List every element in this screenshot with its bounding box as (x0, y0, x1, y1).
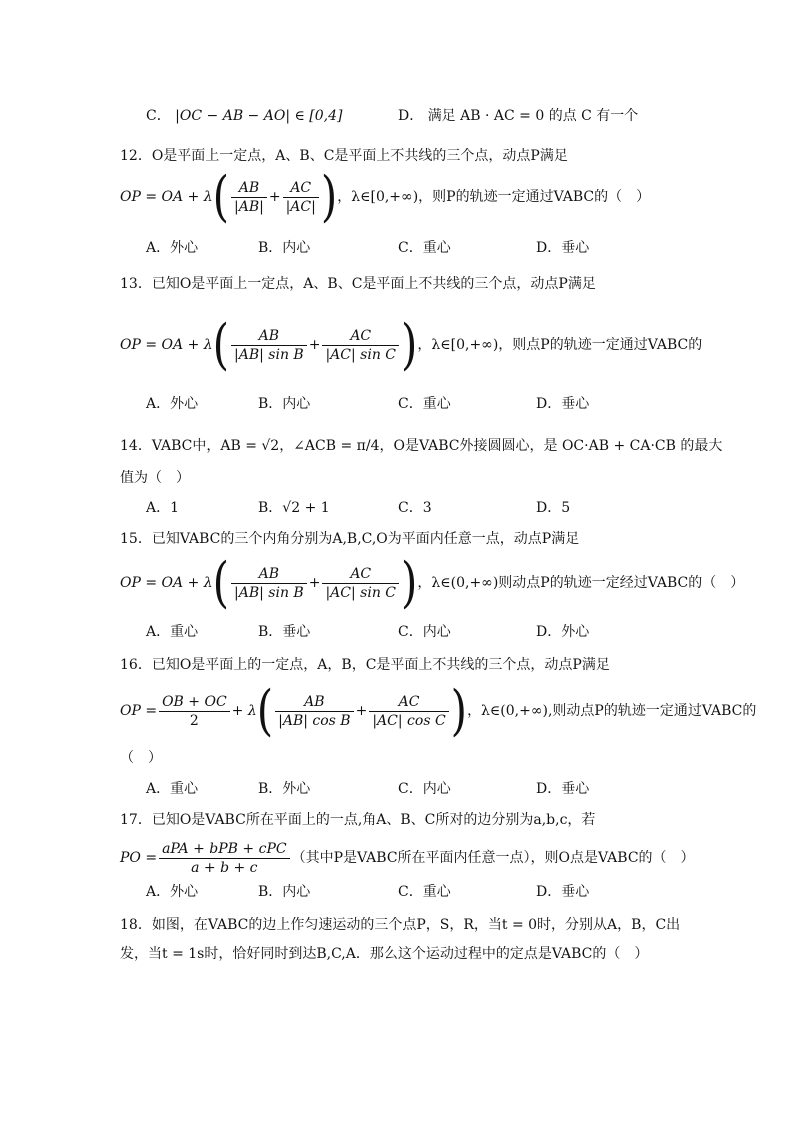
formula-lhs: OP = OA + λ (120, 189, 213, 205)
formula-lhs: OP = OA + λ (120, 575, 213, 591)
q14-option-b[interactable]: B．√2 + 1 (258, 500, 330, 516)
q16-stem-cont: （ ） (120, 750, 162, 766)
q17-option-b[interactable]: B．内心 (258, 884, 311, 900)
q12-formula: OP = OA + λ ( $\frac{AB}{|AB|}$ + $\frac{AC}{|AC|}$ ) ，λ∈[0,+∞)，则P的轨迹一定通过VABC的（ ） (120, 164, 651, 229)
q16-option-d[interactable]: D．垂心 (536, 781, 590, 797)
option-text: 满足 AB · AC = 0 的点 C 有一个 (427, 108, 639, 124)
right-paren: ) (320, 164, 338, 229)
q12-option-c[interactable]: C．重心 (398, 240, 451, 256)
q15-option-d[interactable]: D．外心 (536, 624, 590, 640)
q14-option-d[interactable]: D．5 (536, 500, 571, 516)
denominator: |AC| cos C (372, 712, 446, 729)
q15-option-c[interactable]: C．内心 (398, 624, 451, 640)
q14-option-c[interactable]: C．3 (398, 500, 432, 516)
left-paren: ( (212, 312, 230, 377)
numerator: AC (283, 179, 319, 198)
denominator: |AC| sin C (325, 584, 396, 601)
q12-option-d[interactable]: D．垂心 (536, 240, 590, 256)
fraction (369, 693, 448, 730)
numerator: AB (231, 179, 267, 198)
formula-lhs: PO = (120, 850, 158, 866)
q11-option-d[interactable] (398, 106, 638, 126)
fraction (159, 840, 290, 877)
q15-formula: OP = OA + λ ( $\frac{AB}{\text{|AB| sin B}}$ + $\frac{AC}{\text{|AC| sin C}}$ ) ，λ∈(0,+∞)则动点P的轨迹一定经过VABC的（ ） (120, 550, 745, 615)
q13-option-c[interactable]: C．重心 (398, 396, 451, 412)
numerator: AB (231, 565, 307, 584)
fraction (283, 179, 319, 216)
q11-option-c[interactable] (146, 106, 343, 126)
denominator: |AB| (234, 198, 264, 215)
q16-option-c[interactable]: C．内心 (398, 781, 451, 797)
option-label: C． (146, 108, 171, 124)
fraction (275, 693, 353, 730)
denominator: a + b + c (191, 859, 258, 876)
q18-stem: 18．如图，在VABC的边上作匀速运动的三个点P，S，R，当t = 0时，分别从A，B，C出 (120, 917, 681, 933)
fraction (231, 179, 267, 216)
q13-formula: OP = OA + λ ( $\frac{AB}{\text{|AB| sin B}}$ + $\frac{AC}{\text{|AC| sin C}}$ ) ，λ∈[0,+∞)，则点P的轨迹一定通过VABC的 (120, 312, 703, 377)
numerator: AC (369, 693, 448, 712)
q15-option-a[interactable]: A．重心 (146, 624, 199, 640)
formula-tail: ，λ∈(0,+∞),则动点P的轨迹一定通过VABC的 (467, 703, 757, 719)
plus-lambda: + λ (231, 703, 257, 719)
left-paren: ( (212, 550, 230, 615)
numerator: AB (275, 693, 353, 712)
denominator: |AC| sin C (325, 346, 396, 363)
q17-stem: 17．已知O是VABC所在平面上的一点,角A、B、C所对的边分别为a,b,c，若 (120, 812, 596, 828)
fraction (231, 327, 307, 364)
q14-stem: 14．VABC中，AB = √2，∠ACB = π/4，O是VABC外接圆圆心，是 OC·AB + CA·CB 的最大 (120, 438, 723, 454)
formula-tail: ，λ∈(0,+∞)则动点P的轨迹一定经过VABC的（ ） (417, 575, 745, 591)
left-paren: ( (212, 164, 230, 229)
q14-stem-cont: 值为（ ） (120, 470, 190, 486)
formula-tail: （其中P是VABC所在平面内任意一点），则O点是VABC的（ ） (291, 850, 695, 866)
q15-option-b[interactable]: B．垂心 (258, 624, 311, 640)
left-paren: ( (256, 678, 274, 743)
denominator: |AB| cos B (278, 712, 351, 729)
q16-option-a[interactable]: A．重心 (146, 781, 199, 797)
numerator: OB + OC (159, 693, 230, 712)
q12-option-a[interactable]: A．外心 (146, 240, 199, 256)
fraction (322, 565, 399, 602)
right-paren: ) (401, 550, 418, 615)
numerator: aPA + bPB + cPC (159, 840, 290, 859)
formula-lhs: OP = OA + λ (120, 337, 213, 353)
option-text: |OC − AB − AO| ∈ [0,4] (175, 108, 343, 124)
q17-option-c[interactable]: C．重心 (398, 884, 451, 900)
denominator: 2 (189, 712, 199, 729)
q13-stem: 13．已知O是平面上一定点，A、B、C是平面上不共线的三个点，动点P满足 (120, 276, 596, 292)
q13-option-a[interactable]: A．外心 (146, 396, 199, 412)
fraction (159, 693, 230, 730)
q12-option-b[interactable]: B．内心 (258, 240, 311, 256)
q14-option-a[interactable]: A．1 (146, 500, 180, 516)
fraction (322, 327, 399, 364)
numerator: AB (231, 327, 307, 346)
option-label: D． (398, 108, 424, 124)
denominator: |AB| sin B (234, 584, 304, 601)
denominator: |AC| (285, 198, 316, 215)
q12-stem: 12．O是平面上一定点，A、B、C是平面上不共线的三个点，动点P满足 (120, 148, 568, 164)
q15-stem: 15．已知VABC的三个内角分别为A,B,C,O为平面内任意一点，动点P满足 (120, 531, 580, 547)
fraction (231, 565, 307, 602)
q16-option-b[interactable]: B．外心 (258, 781, 311, 797)
formula-lhs: OP = (120, 703, 158, 719)
q16-formula: OP = $\frac{OB + OC}{2}$ + λ ( $\frac{AB}{\text{|AB| cos B}}$ + $\frac{AC}{\text{|AC| cos C}}$ ) ，λ∈(0,+∞),则动点P的轨迹一定通过VABC的 (120, 678, 757, 743)
q17-formula (120, 836, 695, 880)
q13-option-b[interactable]: B．内心 (258, 396, 311, 412)
denominator: |AB| sin B (234, 346, 304, 363)
formula-tail: ，λ∈[0,+∞)，则P的轨迹一定通过VABC的（ ） (337, 189, 651, 205)
q13-option-d[interactable]: D．垂心 (536, 396, 590, 412)
right-paren: ) (401, 312, 418, 377)
numerator: AC (322, 565, 399, 584)
formula-tail: ，λ∈[0,+∞)，则点P的轨迹一定通过VABC的 (417, 337, 703, 353)
q17-option-a[interactable]: A．外心 (146, 884, 199, 900)
numerator: AC (322, 327, 399, 346)
q17-option-d[interactable]: D．垂心 (536, 884, 590, 900)
q18-stem-cont: 发，当t = 1s时，恰好同时到达B,C,A．那么这个运动过程中的定点是VABC的（ ） (120, 946, 649, 962)
q16-stem: 16．已知O是平面上的一定点，A，B，C是平面上不共线的三个点，动点P满足 (120, 657, 610, 673)
right-paren: ) (450, 678, 468, 743)
